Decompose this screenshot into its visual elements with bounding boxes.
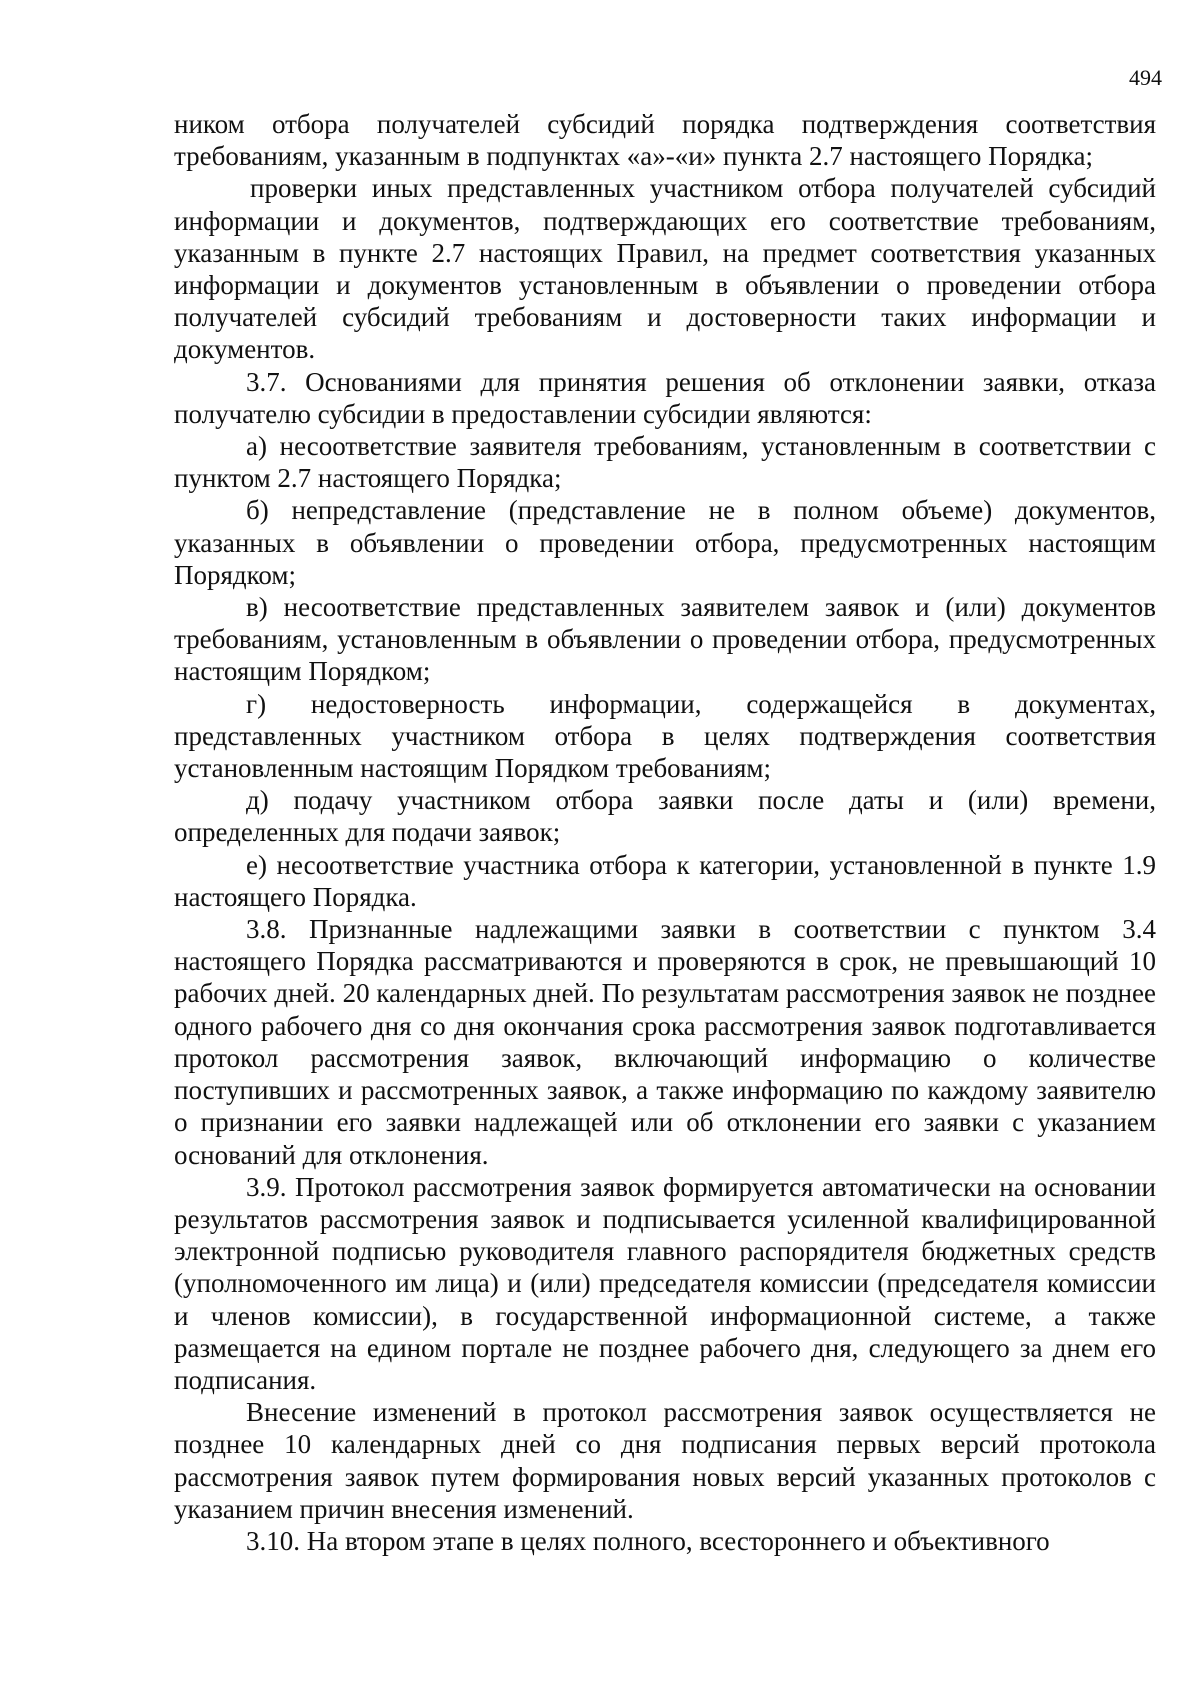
paragraph-section-3-8: 3.8. Признанные надлежащими заявки в соответствии с пунктом 3.4 настоящего Порядка рассматриваются и проверяются в срок, не превышающий 10 рабочих дней. 20 календарных дней. По результатам рассмотрения заявок не позднее одного рабочего дня со дня окончания срока рассмотрения заявок подготавливается протокол рассмотрения заявок, включающий информацию о количестве поступивших и рассмотренных заявок, а также информацию по каждому заявителю о признании его заявки надлежащей или об отклонении его заявки с указанием оснований для отклонения. — [174, 914, 1156, 1170]
list-item-d: д) подачу участником отбора заявки после даты и (или) времени, определенных для подачи заявок; — [174, 785, 1156, 848]
list-item-e: е) несоответствие участника отбора к категории, установленной в пункте 1.9 настоящего Порядка. — [174, 849, 1156, 912]
list-item-v: в) несоответствие представленных заявителем заявок и (или) документов требованиям, установленным в объявлении о проведении отбора, предусмотренных настоящим Порядком; — [174, 592, 1156, 687]
list-item-b: б) непредставление (представление не в полном объеме) документов, указанных в объявлении о проведении отбора, предусмотренных настоящим Порядком; — [174, 495, 1156, 590]
paragraph-section-3-7: 3.7. Основаниями для принятия решения об отклонении заявки, отказа получателю субсидии в предоставлении субсидии являются: — [174, 366, 1156, 429]
list-item-a: а) несоответствие заявителя требованиям, установленным в соответствии с пунктом 2.7 настоящего Порядка; — [174, 431, 1156, 494]
paragraph: проверки иных представленных участником отбора получателей субсидий информации и документов, подтверждающих его соответствие требованиям, указанным в пункте 2.7 настоящих Правил, на предмет соответствия указанных информации и документов установленным в объявлении о проведении отбора получателей субсидий требованиям и достоверности таких информации и документов. — [174, 173, 1156, 365]
paragraph: ником отбора получателей субсидий порядка подтверждения соответствия требованиям, указанным в подпунктах «а»-«и» пункта 2.7 настоящего Порядка; — [174, 109, 1156, 172]
list-item-g: г) недостоверность информации, содержащейся в документах, представленных участником отбора в целях подтверждения соответствия установленным настоящим Порядком требованиям; — [174, 688, 1156, 784]
paragraph-section-3-10: 3.10. На втором этапе в целях полного, всестороннего и объективного — [246, 1525, 1050, 1556]
paragraph: Внесение изменений в протокол рассмотрения заявок осуществляется не позднее 10 календарных дней со дня подписания первых версий протокола рассмотрения заявок путем формирования новых версий указанных протоколов с указанием причин внесения изменений. — [174, 1397, 1156, 1524]
page-number: 494 — [1129, 65, 1162, 90]
paragraph-section-3-9: 3.9. Протокол рассмотрения заявок формируется автоматически на основании результатов рассмотрения заявок и подписывается усиленной квалифицированной электронной подписью руководителя главного распорядителя бюджетных средств (уполномоченного им лица) и (или) председателя комиссии (председателя комиссии и членов комиссии), в государственной информационной системе, а также размещается на едином портале не позднее рабочего дня, следующего за днем его подписания. — [174, 1171, 1156, 1395]
document-body — [174, 108, 1156, 1557]
